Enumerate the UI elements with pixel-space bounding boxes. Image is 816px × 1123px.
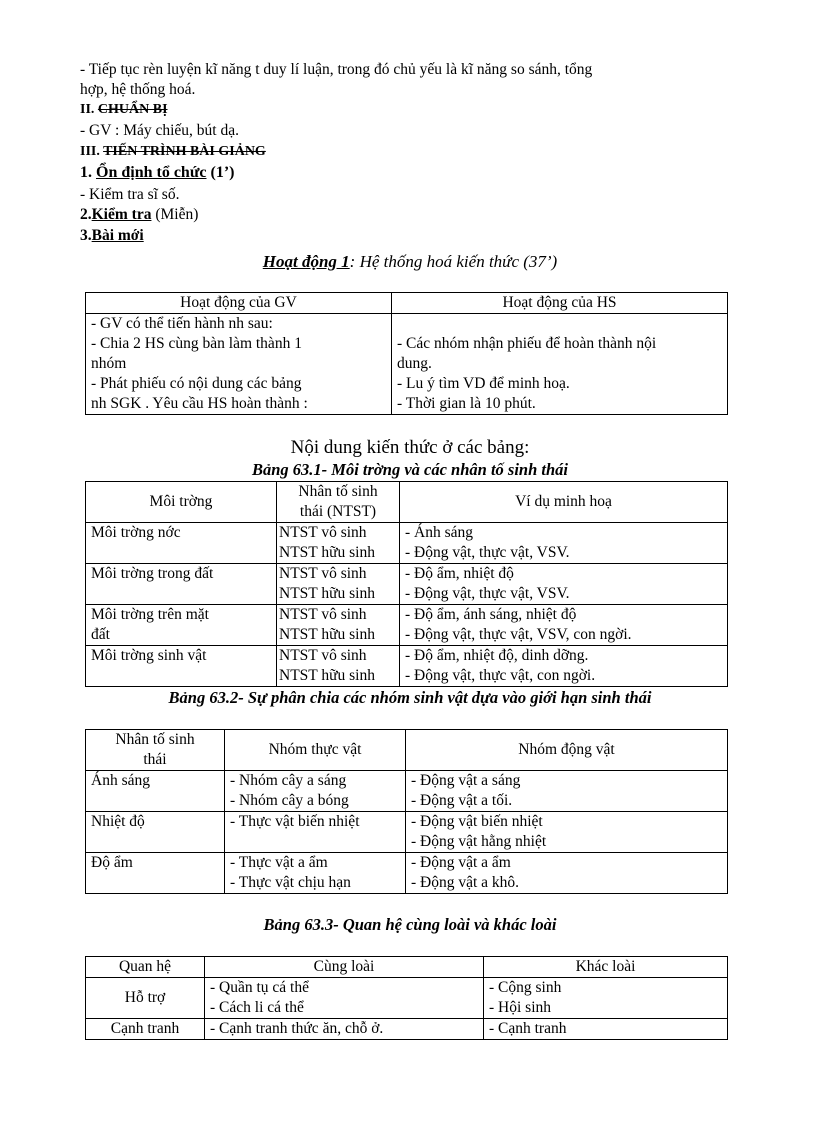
gv-line: - Phát phiếu có nội dung các bảng — [91, 375, 302, 392]
same-line: - Quần tụ cá thể — [210, 979, 309, 996]
plant-line: - Thực vật a ẩm — [230, 854, 328, 871]
env-cell — [86, 605, 277, 646]
example-line: - Độ ẩm, ánh sáng, nhiệt độ — [405, 606, 577, 623]
animals-cell — [406, 771, 728, 812]
header-line: thái — [143, 751, 167, 768]
table-3 — [85, 956, 728, 1040]
step-2-suffix: (Miễn) — [151, 206, 199, 223]
env-line: đất — [91, 626, 110, 643]
table-3-header-other: Khác loài — [484, 957, 728, 978]
same-cell — [205, 978, 484, 1019]
example-line: - Động vật, thực vật, con ngời. — [405, 667, 596, 684]
gv-line: - Chia 2 HS cùng bàn làm thành 1 — [91, 335, 302, 352]
intro-line-1: - Tiếp tục rèn luyện kĩ năng t duy lí luận, trong đó chủ yếu là kĩ năng so sánh, tổng — [80, 61, 593, 78]
intro-line-2: hợp, hệ thống hoá. — [80, 81, 196, 98]
plant-line: - Thực vật chịu hạn — [230, 874, 351, 891]
gv-line: - GV có thể tiến hành nh sau: — [91, 315, 273, 332]
table-1-header-env: Môi trờng — [86, 482, 277, 523]
section-2-item: - GV : Máy chiếu, bút dạ. — [80, 122, 239, 139]
factor-cell: Nhiệt độ — [86, 812, 225, 853]
factor-line: NTST vô sinh — [279, 606, 367, 623]
activity-label: Hoạt động 1 — [262, 252, 350, 271]
table-2-title: Bảng 63.2- Sự phân chia các nhóm sinh vật dựa vào giới hạn sinh thái — [168, 688, 652, 707]
step-2-number: 2. — [80, 206, 92, 223]
table-row — [86, 646, 728, 687]
same-line: - Cách li cá thể — [210, 999, 304, 1016]
example-cell — [400, 523, 728, 564]
animal-line: - Động vật a khô. — [411, 874, 520, 891]
step-2-title: Kiểm tra — [91, 206, 152, 223]
other-cell — [484, 978, 728, 1019]
step-1-suffix: (1’) — [206, 164, 235, 181]
table-row — [86, 605, 728, 646]
activity-header-gv: Hoạt động của GV — [86, 293, 392, 314]
env-line: Môi trờng trên mặt — [91, 606, 209, 623]
example-cell — [400, 605, 728, 646]
hs-line: - Các nhóm nhận phiếu để hoàn thành nội — [397, 335, 657, 352]
gv-line: nh SGK . Yêu cầu HS hoàn thành : — [91, 395, 308, 412]
animals-cell — [406, 853, 728, 894]
relation-cell: Cạnh tranh — [86, 1019, 205, 1040]
factor-line: NTST vô sinh — [279, 647, 367, 664]
animal-line: - Động vật a sáng — [411, 772, 521, 789]
step-3-title: Bài mới — [91, 227, 144, 244]
table-1 — [85, 481, 728, 687]
example-cell — [400, 564, 728, 605]
plants-cell — [225, 853, 406, 894]
section-3-title: TIẾN TRÌNH BÀI GIẢNG — [103, 144, 266, 159]
factor-line: NTST hữu sinh — [279, 667, 375, 684]
table-3-header-same: Cùng loài — [205, 957, 484, 978]
section-2-number: II. — [80, 102, 98, 117]
table-2-header-plants: Nhóm thực vật — [225, 730, 406, 771]
section-2-title: CHUẨN BỊ — [97, 102, 168, 117]
factor-line: NTST hữu sinh — [279, 626, 375, 643]
factor-cell — [277, 564, 400, 605]
animal-line: - Động vật a ẩm — [411, 854, 511, 871]
example-line: - Ánh sáng — [405, 524, 474, 541]
env-cell: Môi trờng trong đất — [86, 564, 277, 605]
table-3-header-relation: Quan hệ — [86, 957, 205, 978]
factor-line: NTST vô sinh — [279, 565, 367, 582]
activity-hs-cell — [392, 314, 728, 415]
factor-line: NTST hữu sinh — [279, 585, 375, 602]
other-line: - Hội sinh — [489, 999, 551, 1016]
example-line: - Động vật, thực vật, VSV, con ngời. — [405, 626, 632, 643]
step-3-number: 3. — [80, 227, 92, 244]
step-2-heading — [80, 205, 740, 225]
table-2-header-factor — [86, 730, 225, 771]
animal-line: - Động vật biến nhiệt — [411, 813, 543, 830]
table-2 — [85, 729, 728, 894]
factor-cell: Ánh sáng — [86, 771, 225, 812]
activity-heading — [80, 252, 740, 272]
table-row — [86, 978, 728, 1019]
example-line: - Động vật, thực vật, VSV. — [405, 544, 570, 561]
factor-cell — [277, 646, 400, 687]
table-row — [86, 523, 728, 564]
table-row — [86, 812, 728, 853]
example-line: - Độ ẩm, nhiệt độ, dinh dỡng. — [405, 647, 589, 664]
factor-cell — [277, 605, 400, 646]
table-1-header-examples: Ví dụ minh hoạ — [400, 482, 728, 523]
header-line: Nhân tố sinh — [298, 483, 378, 500]
example-line: - Độ ẩm, nhiệt độ — [405, 565, 514, 582]
table-1-title: Bảng 63.1- Môi trờng và các nhân tố sinh thái — [251, 460, 568, 479]
example-cell — [400, 646, 728, 687]
activity-table — [85, 292, 728, 415]
other-line: - Cộng sinh — [489, 979, 562, 996]
table-1-header-factor — [277, 482, 400, 523]
header-line: thái (NTST) — [299, 503, 377, 520]
table-row — [86, 1019, 728, 1040]
step-1-title: Ổn định tổ chức — [96, 164, 207, 181]
plant-line: - Nhóm cây a sáng — [230, 772, 347, 789]
plants-cell — [225, 812, 406, 853]
step-1-heading — [80, 163, 740, 183]
header-line: Nhân tố sinh — [115, 731, 195, 748]
hs-line: - Thời gian là 10 phút. — [397, 395, 536, 412]
table-2-header-animals: Nhóm động vật — [406, 730, 728, 771]
section-2-heading — [80, 100, 740, 120]
gv-line: nhóm — [91, 355, 127, 372]
step-1-number: 1. — [80, 164, 96, 181]
table-row — [86, 771, 728, 812]
plant-line: - Thực vật biến nhiệt — [230, 813, 360, 830]
animals-cell — [406, 812, 728, 853]
table-row — [86, 853, 728, 894]
other-cell: - Cạnh tranh — [484, 1019, 728, 1040]
activity-header-hs: Hoạt động của HS — [392, 293, 728, 314]
factor-line: NTST hữu sinh — [279, 544, 375, 561]
section-3-heading — [80, 142, 740, 162]
table-3-title: Bảng 63.3- Quan hệ cùng loài và khác loài — [263, 915, 557, 934]
example-line: - Động vật, thực vật, VSV. — [405, 585, 570, 602]
plants-cell — [225, 771, 406, 812]
relation-cell: Hỗ trợ — [86, 978, 205, 1019]
section-3-number: III. — [80, 144, 104, 159]
factor-line: NTST vô sinh — [279, 524, 367, 541]
animal-line: - Động vật hằng nhiệt — [411, 833, 547, 850]
step-1-item: - Kiểm tra sĩ số. — [80, 186, 180, 203]
env-cell: Môi trờng sinh vật — [86, 646, 277, 687]
content-heading: Nội dung kiến thức ở các bảng: — [290, 437, 530, 458]
activity-gv-cell — [86, 314, 392, 415]
factor-cell — [277, 523, 400, 564]
animal-line: - Động vật a tối. — [411, 792, 513, 809]
plant-line: - Nhóm cây a bóng — [230, 792, 349, 809]
activity-title: : Hệ thống hoá kiến thức (37’) — [349, 252, 558, 271]
table-row — [86, 564, 728, 605]
factor-cell: Độ ẩm — [86, 853, 225, 894]
hs-line: - Lu ý tìm VD để minh hoạ. — [397, 375, 570, 392]
same-cell: - Cạnh tranh thức ăn, chỗ ở. — [205, 1019, 484, 1040]
step-3-heading — [80, 226, 740, 246]
hs-line: dung. — [397, 355, 432, 372]
env-cell: Môi trờng nớc — [86, 523, 277, 564]
